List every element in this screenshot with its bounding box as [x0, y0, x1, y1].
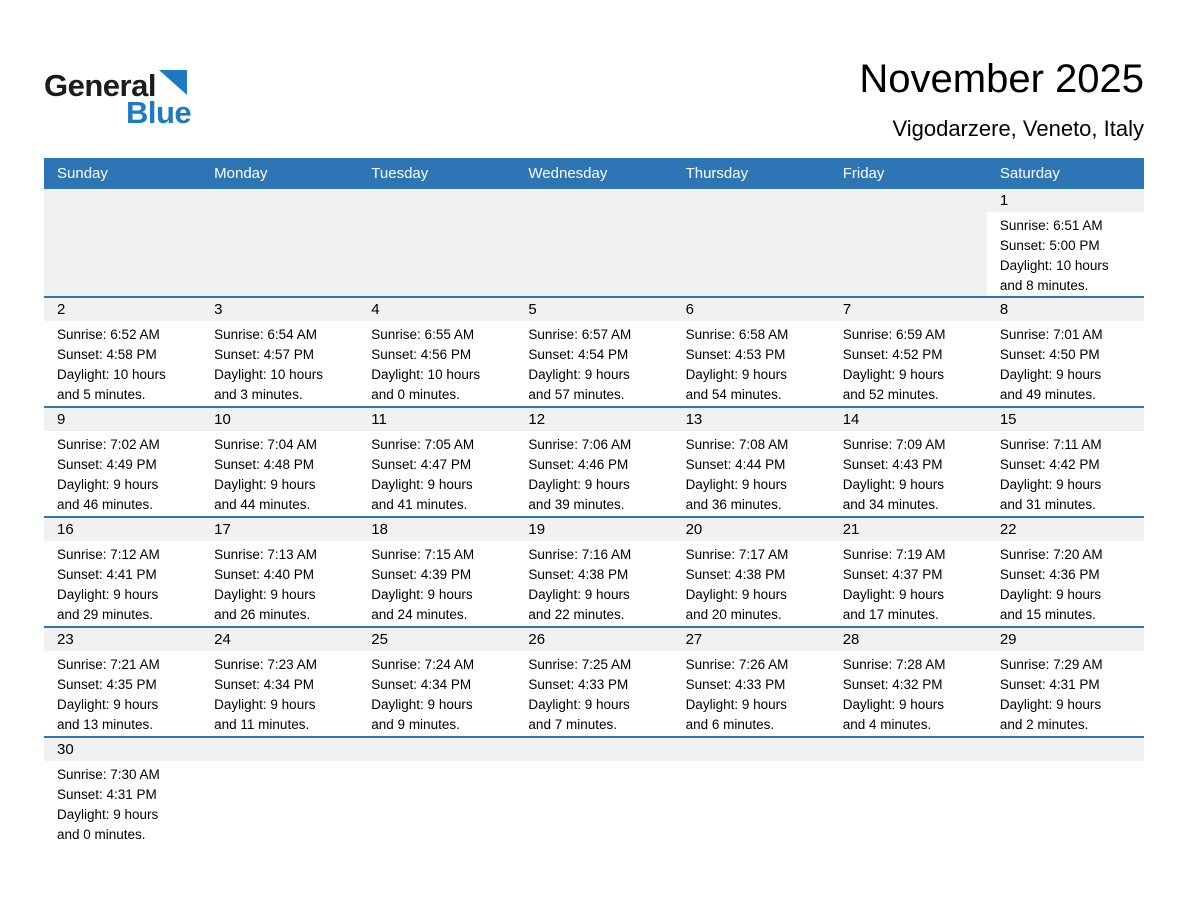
- calendar-day-cell: [201, 518, 358, 626]
- day-number: 16: [57, 521, 74, 538]
- day-detail-line: Daylight: 9 hours: [685, 367, 787, 382]
- calendar-day-cell: [987, 628, 1144, 736]
- day-detail-line: Sunset: 4:54 PM: [528, 347, 629, 362]
- day-detail-line: and 36 minutes.: [685, 497, 782, 512]
- calendar: [44, 158, 1144, 846]
- weekday-header-row: [44, 158, 1144, 189]
- day-detail-line: and 11 minutes.: [214, 717, 310, 732]
- day-detail-line: Sunrise: 7:09 AM: [842, 437, 946, 452]
- day-number-strip: [830, 189, 987, 212]
- calendar-day-cell: [201, 408, 358, 516]
- calendar-empty-cell: [673, 738, 830, 846]
- day-number: 11: [371, 411, 387, 428]
- day-number-strip: [44, 189, 201, 212]
- day-detail-line: Daylight: 9 hours: [685, 697, 787, 712]
- day-detail-line: Daylight: 9 hours: [685, 587, 787, 602]
- weekday-header-thursday: Thursday: [685, 165, 749, 182]
- day-number: 4: [371, 301, 380, 318]
- calendar-day-cell: [987, 298, 1144, 406]
- calendar-day-cell: [515, 298, 672, 406]
- day-detail-line: Sunset: 4:46 PM: [528, 457, 629, 472]
- day-number-strip: [201, 518, 358, 541]
- day-number-strip: [987, 408, 1144, 431]
- day-detail-line: Sunset: 4:43 PM: [842, 457, 943, 472]
- day-detail-line: and 39 minutes.: [528, 497, 625, 512]
- week-row: [44, 189, 1144, 296]
- day-details: [44, 431, 201, 515]
- day-detail-line: Sunset: 4:48 PM: [214, 457, 314, 472]
- day-details: [201, 321, 358, 405]
- calendar-empty-cell: [44, 189, 201, 296]
- calendar-empty-cell: [515, 738, 672, 846]
- calendar-day-cell: [830, 298, 987, 406]
- day-detail-line: Sunrise: 7:26 AM: [685, 657, 789, 672]
- day-number: 10: [214, 411, 231, 428]
- day-number: 23: [57, 631, 74, 648]
- day-detail-line: Daylight: 9 hours: [214, 697, 316, 712]
- calendar-day-cell: [44, 298, 201, 406]
- weekday-header-saturday: Saturday: [999, 165, 1060, 182]
- day-number-strip: [830, 298, 987, 321]
- week-row: [44, 406, 1144, 516]
- day-number-strip: [987, 628, 1144, 651]
- week-row: [44, 296, 1144, 406]
- day-detail-line: Sunrise: 7:11 AM: [999, 437, 1102, 452]
- day-detail-line: Sunrise: 6:58 AM: [685, 327, 789, 342]
- calendar-weeks: [44, 189, 1144, 846]
- day-detail-line: Sunrise: 7:15 AM: [371, 547, 475, 562]
- day-detail-line: and 20 minutes.: [685, 607, 782, 622]
- day-details: [987, 321, 1144, 405]
- day-detail-line: Sunset: 4:44 PM: [685, 457, 786, 472]
- day-detail-line: and 4 minutes.: [842, 717, 932, 732]
- day-detail-line: Daylight: 9 hours: [371, 697, 473, 712]
- calendar-day-cell: [358, 518, 515, 626]
- week-row: [44, 626, 1144, 736]
- day-number: 18: [371, 521, 388, 538]
- day-number-strip: [673, 518, 830, 541]
- day-detail-line: Sunset: 4:35 PM: [57, 677, 157, 692]
- calendar-day-cell: [830, 408, 987, 516]
- day-details: [673, 541, 830, 625]
- day-detail-line: Sunset: 4:36 PM: [999, 567, 1100, 582]
- day-detail-line: Daylight: 9 hours: [999, 587, 1102, 602]
- day-detail-line: Sunrise: 7:08 AM: [685, 437, 789, 452]
- day-detail-line: Sunrise: 7:24 AM: [371, 657, 475, 672]
- day-number-strip: [673, 628, 830, 651]
- week-row: [44, 736, 1144, 846]
- day-detail-line: and 26 minutes.: [214, 607, 311, 622]
- day-number-strip: [358, 518, 515, 541]
- day-detail-line: Sunset: 4:33 PM: [528, 677, 629, 692]
- day-number-strip: [673, 408, 830, 431]
- day-detail-line: Sunrise: 7:21 AM: [57, 657, 160, 672]
- calendar-empty-cell: [515, 189, 672, 296]
- day-number-strip: [201, 628, 358, 651]
- day-detail-line: Sunset: 4:38 PM: [528, 567, 629, 582]
- day-details: [830, 541, 987, 625]
- logo: [44, 48, 191, 128]
- day-number-strip: [44, 518, 201, 541]
- day-detail-line: Daylight: 9 hours: [371, 477, 473, 492]
- day-details: [673, 651, 830, 735]
- calendar-day-cell: [358, 628, 515, 736]
- calendar-day-cell: [987, 408, 1144, 516]
- day-detail-line: Sunrise: 7:04 AM: [214, 437, 317, 452]
- day-detail-line: Sunset: 4:34 PM: [214, 677, 314, 692]
- day-number: 6: [685, 301, 694, 318]
- day-details: [44, 651, 201, 735]
- day-number: 8: [999, 301, 1009, 318]
- calendar-empty-cell: [830, 189, 987, 296]
- calendar-empty-cell: [358, 738, 515, 846]
- calendar-day-cell: [673, 298, 830, 406]
- day-detail-line: Sunset: 4:58 PM: [57, 347, 157, 362]
- weekday-header-wednesday: Wednesday: [528, 165, 608, 182]
- day-number: 27: [685, 631, 703, 648]
- day-detail-line: and 29 minutes.: [57, 607, 154, 622]
- day-detail-line: Daylight: 9 hours: [999, 477, 1102, 492]
- day-detail-line: Daylight: 10 hours: [999, 258, 1109, 273]
- day-number: 12: [528, 411, 546, 428]
- day-number-strip: [987, 518, 1144, 541]
- day-detail-line: Sunrise: 7:13 AM: [214, 547, 317, 562]
- day-detail-line: Sunrise: 7:23 AM: [214, 657, 317, 672]
- day-details: [515, 541, 672, 625]
- day-number-strip: [358, 628, 515, 651]
- day-number-strip: [358, 189, 515, 212]
- calendar-day-cell: [830, 628, 987, 736]
- day-details: [987, 431, 1144, 515]
- day-number-strip: [987, 298, 1144, 321]
- day-number: 19: [528, 521, 546, 538]
- day-detail-line: and 8 minutes.: [999, 278, 1089, 293]
- day-detail-line: and 34 minutes.: [842, 497, 939, 512]
- day-number: 17: [214, 521, 231, 538]
- day-detail-line: Sunrise: 7:02 AM: [57, 437, 160, 452]
- day-detail-line: and 2 minutes.: [999, 717, 1089, 732]
- day-number-strip: [358, 408, 515, 431]
- day-detail-line: Sunset: 4:49 PM: [57, 457, 157, 472]
- calendar-day-cell: [201, 628, 358, 736]
- calendar-day-cell: [44, 738, 201, 846]
- page-subtitle: Vigodarzere, Veneto, Italy: [892, 116, 1144, 141]
- day-number: 2: [57, 301, 66, 318]
- day-detail-line: and 3 minutes.: [214, 387, 303, 402]
- day-detail-line: Daylight: 9 hours: [214, 587, 316, 602]
- day-detail-line: and 52 minutes.: [842, 387, 939, 402]
- calendar-day-cell: [987, 189, 1144, 296]
- day-detail-line: Sunrise: 7:25 AM: [528, 657, 632, 672]
- calendar-day-cell: [987, 518, 1144, 626]
- day-detail-line: Sunset: 4:31 PM: [999, 677, 1100, 692]
- day-detail-line: and 13 minutes.: [57, 717, 154, 732]
- day-detail-line: and 0 minutes.: [57, 827, 146, 842]
- day-detail-line: and 24 minutes.: [371, 607, 468, 622]
- day-details: [358, 321, 515, 405]
- day-detail-line: Sunset: 4:32 PM: [842, 677, 943, 692]
- day-number: 22: [999, 521, 1017, 538]
- day-number-strip: [515, 738, 672, 761]
- weekday-header-tuesday: Tuesday: [371, 165, 429, 182]
- day-detail-line: Daylight: 9 hours: [57, 807, 159, 822]
- day-details: [515, 321, 672, 405]
- day-details: [358, 651, 515, 735]
- day-detail-line: Daylight: 9 hours: [842, 477, 945, 492]
- day-number-strip: [673, 298, 830, 321]
- day-details: [44, 321, 201, 405]
- day-details: [830, 431, 987, 515]
- day-detail-line: Sunset: 4:42 PM: [999, 457, 1100, 472]
- day-detail-line: and 0 minutes.: [371, 387, 460, 402]
- day-detail-line: Sunrise: 6:57 AM: [528, 327, 632, 342]
- day-detail-line: and 44 minutes.: [214, 497, 311, 512]
- calendar-empty-cell: [358, 189, 515, 296]
- day-detail-line: and 31 minutes.: [999, 497, 1096, 512]
- calendar-empty-cell: [987, 738, 1144, 846]
- day-details: [987, 651, 1144, 735]
- calendar-day-cell: [201, 298, 358, 406]
- day-detail-line: Daylight: 9 hours: [57, 477, 159, 492]
- week-row: [44, 516, 1144, 626]
- day-detail-line: and 15 minutes.: [999, 607, 1096, 622]
- day-number-strip: [201, 189, 358, 212]
- calendar-day-cell: [673, 628, 830, 736]
- day-detail-line: Daylight: 9 hours: [842, 367, 945, 382]
- day-detail-line: Daylight: 9 hours: [842, 697, 945, 712]
- day-detail-line: Sunrise: 6:54 AM: [214, 327, 317, 342]
- day-number: 21: [842, 521, 860, 538]
- day-detail-line: and 9 minutes.: [371, 717, 460, 732]
- day-details: [515, 651, 672, 735]
- day-detail-line: Sunrise: 7:30 AM: [57, 767, 160, 782]
- day-detail-line: Sunset: 4:50 PM: [999, 347, 1100, 362]
- day-details: [44, 541, 201, 625]
- day-number: 15: [999, 411, 1017, 428]
- weekday-header-friday: Friday: [842, 165, 885, 182]
- calendar-empty-cell: [201, 189, 358, 296]
- calendar-empty-cell: [673, 189, 830, 296]
- day-number: 30: [57, 741, 74, 758]
- day-detail-line: Sunset: 4:37 PM: [842, 567, 943, 582]
- calendar-day-cell: [358, 298, 515, 406]
- day-detail-line: Daylight: 9 hours: [999, 697, 1102, 712]
- calendar-day-cell: [515, 408, 672, 516]
- day-number-strip: [830, 628, 987, 651]
- day-number-strip: [830, 408, 987, 431]
- day-detail-line: Sunrise: 7:17 AM: [685, 547, 789, 562]
- day-number-strip: [358, 738, 515, 761]
- logo-triangle-icon: [159, 70, 187, 95]
- page-header: [0, 0, 1188, 152]
- day-number-strip: [515, 189, 672, 212]
- day-detail-line: and 57 minutes.: [528, 387, 625, 402]
- day-detail-line: Sunset: 4:56 PM: [371, 347, 472, 362]
- day-number-strip: [673, 738, 830, 761]
- day-number: 13: [685, 411, 703, 428]
- logo-text-general: General: [44, 68, 156, 103]
- day-details: [201, 541, 358, 625]
- day-detail-line: Sunrise: 7:19 AM: [842, 547, 946, 562]
- day-number-strip: [201, 298, 358, 321]
- day-details: [358, 541, 515, 625]
- day-detail-line: Sunset: 5:00 PM: [999, 238, 1100, 253]
- day-number: 3: [214, 301, 223, 318]
- day-details: [830, 321, 987, 405]
- day-detail-line: and 41 minutes.: [371, 497, 468, 512]
- day-details: [673, 321, 830, 405]
- day-number: 25: [371, 631, 388, 648]
- day-detail-line: and 5 minutes.: [57, 387, 146, 402]
- day-detail-line: Daylight: 9 hours: [528, 367, 630, 382]
- day-number: 29: [999, 631, 1017, 648]
- calendar-day-cell: [673, 408, 830, 516]
- day-number-strip: [44, 628, 201, 651]
- day-detail-line: Sunset: 4:57 PM: [214, 347, 314, 362]
- calendar-empty-cell: [830, 738, 987, 846]
- logo-text-blue: Blue: [126, 95, 192, 130]
- day-detail-line: and 17 minutes.: [842, 607, 939, 622]
- day-detail-line: Sunset: 4:52 PM: [842, 347, 943, 362]
- day-number-strip: [44, 738, 201, 761]
- day-number-strip: [987, 189, 1144, 212]
- day-details: [673, 431, 830, 515]
- day-detail-line: Daylight: 9 hours: [999, 367, 1102, 382]
- day-details: [987, 541, 1144, 625]
- day-detail-line: Daylight: 10 hours: [371, 367, 481, 382]
- day-details: [987, 212, 1144, 296]
- day-number: 5: [528, 301, 537, 318]
- day-details: [201, 651, 358, 735]
- day-details: [44, 761, 201, 845]
- day-number: 20: [685, 521, 703, 538]
- day-detail-line: Sunrise: 7:28 AM: [842, 657, 946, 672]
- day-number-strip: [830, 738, 987, 761]
- day-detail-line: Sunrise: 7:29 AM: [999, 657, 1103, 672]
- day-detail-line: Daylight: 9 hours: [214, 477, 316, 492]
- day-detail-line: Daylight: 9 hours: [528, 697, 630, 712]
- day-detail-line: Sunrise: 7:01 AM: [999, 327, 1103, 342]
- day-detail-line: Sunset: 4:31 PM: [57, 787, 157, 802]
- day-detail-line: Sunset: 4:40 PM: [214, 567, 314, 582]
- day-detail-line: Sunrise: 7:20 AM: [999, 547, 1103, 562]
- calendar-day-cell: [44, 408, 201, 516]
- day-details: [201, 431, 358, 515]
- calendar-empty-cell: [201, 738, 358, 846]
- day-detail-line: and 7 minutes.: [528, 717, 617, 732]
- calendar-day-cell: [515, 628, 672, 736]
- day-details: [358, 431, 515, 515]
- day-number-strip: [44, 408, 201, 431]
- day-detail-line: Daylight: 9 hours: [842, 587, 945, 602]
- day-number: 24: [214, 631, 231, 648]
- calendar-day-cell: [44, 518, 201, 626]
- day-detail-line: Sunrise: 7:16 AM: [528, 547, 632, 562]
- day-detail-line: Sunset: 4:38 PM: [685, 567, 786, 582]
- day-detail-line: Sunrise: 7:05 AM: [371, 437, 475, 452]
- day-number-strip: [201, 408, 358, 431]
- day-detail-line: Daylight: 9 hours: [57, 587, 159, 602]
- day-detail-line: Daylight: 9 hours: [57, 697, 159, 712]
- day-number: 14: [842, 411, 860, 428]
- day-detail-line: Sunrise: 6:59 AM: [842, 327, 946, 342]
- day-number-strip: [515, 628, 672, 651]
- day-number: 28: [842, 631, 860, 648]
- day-number: 26: [528, 631, 546, 648]
- day-details: [515, 431, 672, 515]
- day-detail-line: Daylight: 9 hours: [685, 477, 787, 492]
- day-number-strip: [515, 298, 672, 321]
- page-title: November 2025: [859, 57, 1144, 101]
- calendar-day-cell: [44, 628, 201, 736]
- day-number: 7: [842, 301, 852, 318]
- day-detail-line: Sunrise: 7:12 AM: [57, 547, 160, 562]
- day-detail-line: Sunset: 4:39 PM: [371, 567, 472, 582]
- day-detail-line: Sunset: 4:53 PM: [685, 347, 786, 362]
- calendar-day-cell: [515, 518, 672, 626]
- day-detail-line: and 46 minutes.: [57, 497, 154, 512]
- day-number: 9: [57, 411, 66, 428]
- day-detail-line: Sunset: 4:34 PM: [371, 677, 472, 692]
- title-block: [859, 48, 1144, 142]
- day-detail-line: and 54 minutes.: [685, 387, 782, 402]
- day-detail-line: Sunset: 4:47 PM: [371, 457, 472, 472]
- weekday-header-monday: Monday: [214, 165, 268, 182]
- day-detail-line: and 49 minutes.: [999, 387, 1096, 402]
- day-detail-line: and 22 minutes.: [528, 607, 625, 622]
- day-detail-line: and 6 minutes.: [685, 717, 775, 732]
- day-detail-line: Sunset: 4:41 PM: [57, 567, 157, 582]
- day-number-strip: [515, 518, 672, 541]
- day-number-strip: [987, 738, 1144, 761]
- day-number-strip: [201, 738, 358, 761]
- day-detail-line: Daylight: 9 hours: [528, 477, 630, 492]
- day-detail-line: Sunrise: 6:52 AM: [57, 327, 160, 342]
- day-detail-line: Sunrise: 7:06 AM: [528, 437, 632, 452]
- day-number-strip: [44, 298, 201, 321]
- day-number-strip: [830, 518, 987, 541]
- day-detail-line: Sunrise: 6:55 AM: [371, 327, 475, 342]
- day-detail-line: Daylight: 9 hours: [371, 587, 473, 602]
- day-detail-line: Daylight: 10 hours: [214, 367, 323, 382]
- day-detail-line: Daylight: 9 hours: [528, 587, 630, 602]
- calendar-day-cell: [673, 518, 830, 626]
- day-detail-line: Sunset: 4:33 PM: [685, 677, 786, 692]
- day-detail-line: Daylight: 10 hours: [57, 367, 166, 382]
- day-number-strip: [515, 408, 672, 431]
- day-number-strip: [673, 189, 830, 212]
- day-number-strip: [358, 298, 515, 321]
- calendar-day-cell: [830, 518, 987, 626]
- day-details: [830, 651, 987, 735]
- weekday-header-sunday: Sunday: [57, 165, 108, 182]
- day-detail-line: Sunrise: 6:51 AM: [999, 218, 1103, 233]
- calendar-day-cell: [358, 408, 515, 516]
- day-number: 1: [999, 192, 1009, 209]
